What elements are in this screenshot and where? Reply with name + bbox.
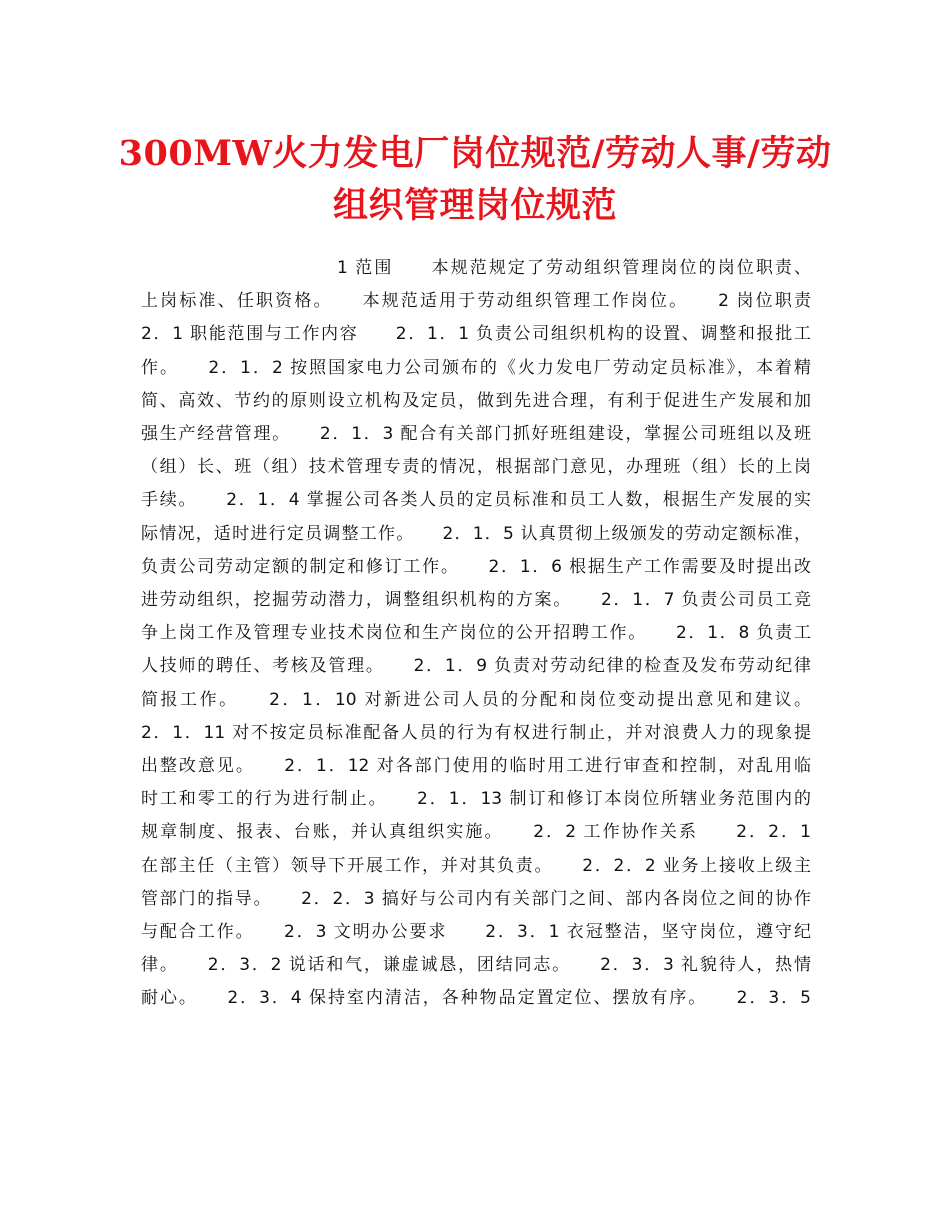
body-line: 在部主任（主管）领导下开展工作，并对其负责。 2．2．2 业务上接收上级主	[141, 855, 811, 876]
body-line: 出整改意见。 2．1．12 对各部门使用的临时用工进行审查和控制，对乱用临	[141, 756, 811, 777]
document-title	[100, 128, 850, 232]
body-line: 规章制度、报表、台账，并认真组织实施。 2．2 工作协作关系 2．2．1	[141, 822, 811, 843]
title-line-2: 组织管理岗位规范	[332, 185, 617, 226]
body-line: 际情况，适时进行定员调整工作。 2．1．5 认真贯彻上级颁发的劳动定额标准，	[141, 523, 811, 544]
body-line: （组）长、班（组）技术管理专责的情况，根据部门意见，办理班（组）长的上岗	[141, 457, 811, 478]
body-line: 上岗标准、任职资格。 本规范适用于劳动组织管理工作岗位。 2 岗位职责	[141, 291, 811, 312]
body-line: 2．1 职能范围与工作内容 2．1．1 负责公司组织机构的设置、调整和报批工	[141, 324, 811, 345]
body-line: 作。 2．1．2 按照国家电力公司颁布的《火力发电厂劳动定员标准》，本着精	[141, 357, 811, 378]
body-line: 时工和零工的行为进行制止。 2．1．13 制订和修订本岗位所辖业务范围内的	[141, 789, 811, 810]
body-line: 律。 2．3．2 说话和气，谦虚诚恳，团结同志。 2．3．3 礼貌待人，热情	[141, 955, 811, 976]
body-line: 简、高效、节约的原则设立机构及定员，做到先进合理，有利于促进生产发展和加	[141, 390, 811, 411]
body-line: 简报工作。 2．1．10 对新进公司人员的分配和岗位变动提出意见和建议。	[141, 689, 811, 710]
body-line: 手续。 2．1．4 掌握公司各类人员的定员标准和员工人数，根据生产发展的实	[141, 490, 811, 511]
body-line: 进劳动组织，挖掘劳动潜力，调整组织机构的方案。 2．1．7 负责公司员工竞	[141, 590, 811, 611]
title-line-1: 300MW火力发电厂岗位规范/劳动人事/劳动	[118, 133, 832, 174]
body-line: 管部门的指导。 2．2．3 搞好与公司内有关部门之间、部内各岗位之间的协作	[141, 888, 811, 909]
body-line: 争上岗工作及管理专业技术岗位和生产岗位的公开招聘工作。 2．1．8 负责工	[141, 623, 811, 644]
body-line: 负责公司劳动定额的制定和修订工作。 2．1．6 根据生产工作需要及时提出改	[141, 556, 811, 577]
body-line: 2．1．11 对不按定员标准配备人员的行为有权进行制止，并对浪费人力的现象提	[141, 722, 811, 743]
body-line: 人技师的聘任、考核及管理。 2．1．9 负责对劳动纪律的检查及发布劳动纪律	[141, 656, 811, 677]
body-line: 耐心。 2．3．4 保持室内清洁，各种物品定置定位、摆放有序。 2．3．5	[141, 988, 811, 1009]
body-line: 强生产经营管理。 2．1．3 配合有关部门抓好班组建设，掌握公司班组以及班	[141, 424, 811, 445]
document-body	[141, 252, 811, 1016]
body-line: 1 范围 本规范规定了劳动组织管理岗位的岗位职责、	[337, 258, 811, 278]
body-line: 与配合工作。 2．3 文明办公要求 2．3．1 衣冠整洁，坚守岗位，遵守纪	[141, 922, 811, 943]
